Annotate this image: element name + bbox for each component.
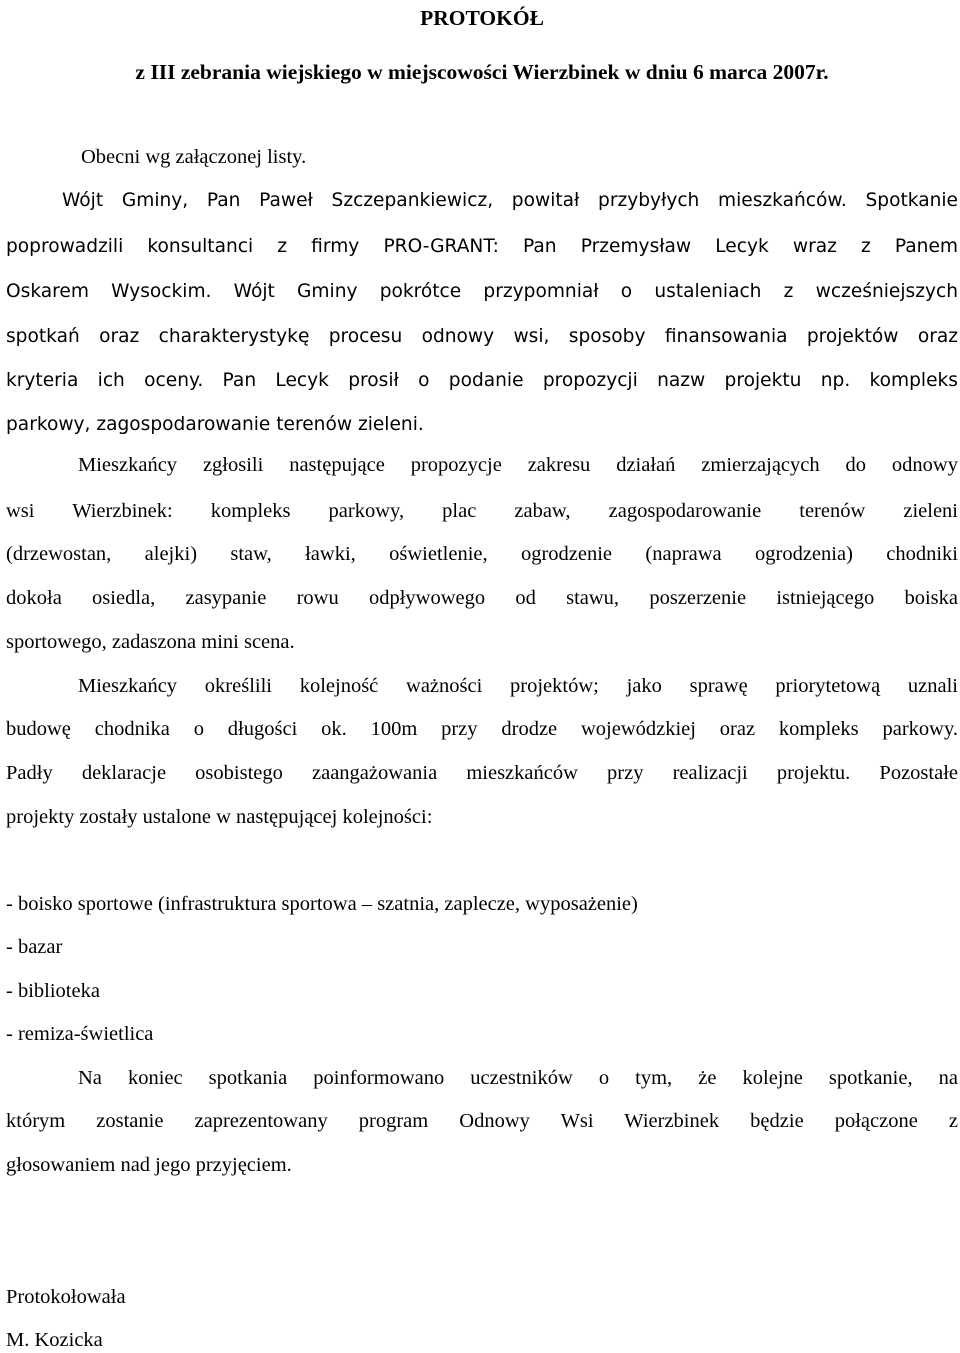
paragraph-line: dokoła osiedla, zasypanie rowu odpływowego od stawu, poszerzenie istniejącego boiska	[6, 587, 958, 609]
paragraph-line: (drzewostan, alejki) staw, ławki, oświetlenie, ogrodzenie (naprawa ogrodzenia) chodniki	[6, 543, 958, 565]
signature-label: Protokołowała	[6, 1286, 126, 1308]
document-page	[6, 0, 958, 1353]
signature-name: M. Kozicka	[6, 1329, 103, 1351]
paragraph-line: sportowego, zadaszona mini scena.	[6, 631, 295, 653]
document-subtitle: z III zebrania wiejskiego w miejscowości Wierzbinek w dniu 6 marca 2007r.	[135, 60, 829, 84]
paragraph-line: poprowadzili konsultanci z firmy PRO-GRANT: Pan Przemysław Lecyk wraz z Panem	[6, 236, 958, 257]
paragraph-line: projekty zostały ustalone w następującej kolejności:	[6, 806, 433, 828]
paragraph-line: Padły deklaracje osobistego zaangażowania mieszkańców przy realizacji projektu. Pozostałe	[6, 762, 958, 784]
paragraph-line: głosowaniem nad jego przyjęciem.	[6, 1154, 292, 1176]
paragraph-line: wsi Wierzbinek: kompleks parkowy, plac zabaw, zagospodarowanie terenów zieleni	[6, 500, 958, 522]
attendance-line: Obecni wg załączonej listy.	[81, 146, 307, 168]
list-item: - bazar	[6, 936, 63, 958]
paragraph-line: kryteria ich oceny. Pan Lecyk prosił o podanie propozycji nazw projektu np. kompleks	[6, 370, 958, 391]
paragraph-line: budowę chodnika o długości ok. 100m przy drodze wojewódzkiej oraz kompleks parkowy.	[6, 718, 958, 740]
paragraph-line: którym zostanie zaprezentowany program Odnowy Wsi Wierzbinek będzie połączone z	[6, 1110, 958, 1132]
document-title: PROTOKÓŁ	[420, 6, 544, 30]
paragraph-line: Oskarem Wysockim. Wójt Gminy pokrótce przypomniał o ustaleniach z wcześniejszych	[6, 281, 958, 302]
paragraph-line: Mieszkańcy zgłosili następujące propozycje zakresu działań zmierzających do odnowy	[78, 454, 958, 476]
list-item: - biblioteka	[6, 980, 100, 1002]
paragraph-line: Wójt Gminy, Pan Paweł Szczepankiewicz, powitał przybyłych mieszkańców. Spotkanie	[62, 190, 958, 211]
paragraph-line: spotkań oraz charakterystykę procesu odnowy wsi, sposoby finansowania projektów oraz	[6, 326, 958, 347]
paragraph-line: Mieszkańcy określili kolejność ważności projektów; jako sprawę priorytetową uznali	[78, 675, 958, 697]
paragraph-line: parkowy, zagospodarowanie terenów zieleni.	[6, 414, 424, 435]
list-item: - remiza-świetlica	[6, 1023, 154, 1045]
list-item: - boisko sportowe (infrastruktura sportowa – szatnia, zaplecze, wyposażenie)	[6, 893, 638, 915]
paragraph-line: Na koniec spotkania poinformowano uczestników o tym, że kolejne spotkanie, na	[78, 1067, 958, 1089]
